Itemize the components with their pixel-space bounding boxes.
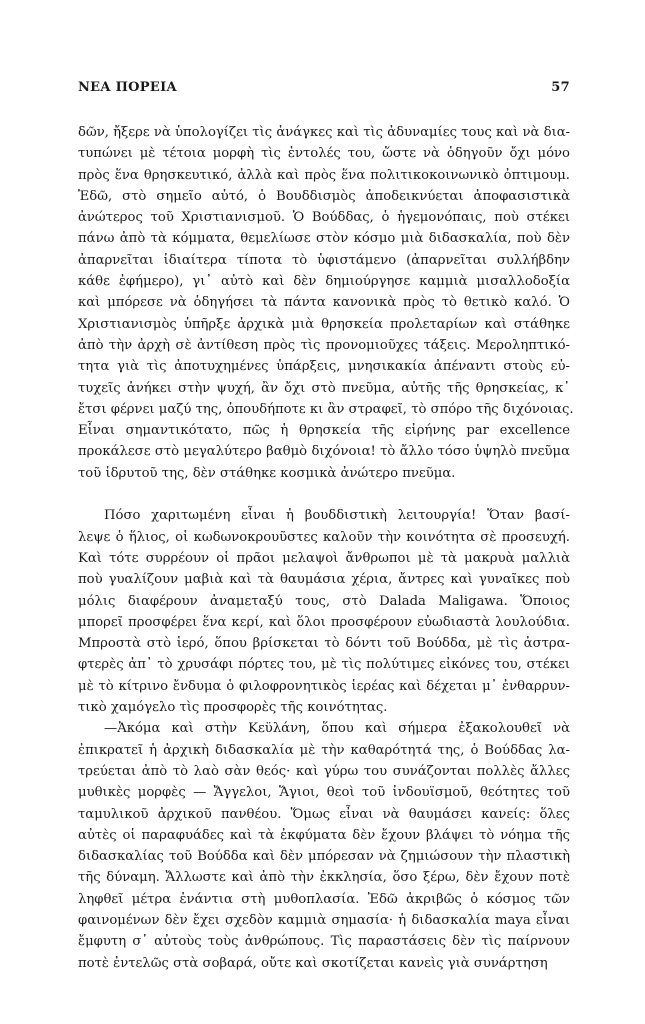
text-line: τρεύεται ἀπὸ τὸ λαὸ σὰν θεός· καὶ γύρω του συνάζονται πολλὲς ἄλλες [78,763,570,779]
page-header [78,80,570,100]
text-line: μὲ τὸ κίτρινο ἔνδυμα ὁ φιλοφρονητικὸς ἱερέας καὶ δέχεται μ᾽ ἐνθαρρυν- [78,678,570,694]
text-line: ληφθεῖ μέτρα ἐνάντια στὴ μυθοπλασία. Ἐδῶ ἀκριβῶς ὁ κόσμος τῶν [78,891,570,907]
text-line: ποτὲ ἐντελῶς στὰ σοβαρά, οὔτε καὶ σκοτίζεται κανεὶς γιὰ συνάρτηση [78,955,548,971]
text-line: ποὺ γυαλίζουν μαβιὰ καὶ τὰ θαυμάσια χέρια, ἄντρες καὶ γυναῖκες ποὺ [78,572,570,588]
page-number: 57 [551,80,570,95]
paragraph-3 [78,718,570,974]
text-line: μόλις διαφέρουν ἀναμεταξύ τους, στὸ Dalada Maligawa. Ὅποιος [78,593,570,609]
text-line: τοῦ ἱδρυτοῦ της, δὲν στάθηκε κοσμικὰ ἀνώτερο πνεῦμα. [78,465,456,481]
text-line: μπορεῖ προσφέρει ἕνα κερί, καὶ ὅλοι προσφέρουν εὐωδιαστὰ λουλούδια. [78,614,570,630]
text-line: ἀπὸ τὴν ἀρχὴ σὲ ἀντίθεση πρὸς τὶς προνομιοῦχες τάξεις. Μεροληπτικό- [78,337,570,353]
paragraph-1 [78,122,574,484]
text-line: κάθε ἐφήμερο), γι᾽ αὐτὸ καὶ δὲν δημιούργησε καμμιὰ μισαλλοδοξία [78,274,570,290]
text-line: Μπροστὰ στὸ ἱερό, ὅπου βρίσκεται τὸ δόντι τοῦ Βούδδα, μὲ τὶς ἀστρα- [78,636,570,652]
text-line: τητα γιὰ τὶς ἀποτυχημένες ὑπάρξεις, μνησικακία ἀπέναντι στοὺς εὐ- [78,359,570,375]
text-line: —Ἀκόμα καὶ στὴν Κεϋλάνη, ὅπου καὶ σήμερα ἐξακολουθεῖ νὰ [104,721,570,737]
text-line: Πόσο χαριτωμένη εἶναι ἡ βουδδιστικὴ λειτουργία! Ὅταν βασί- [104,508,570,524]
text-line: προκάλεσε στὸ μεγαλύτερο βαθμὸ διχόνοια! τὸ ἄλλο τόσο ὑψηλὸ πνεῦμα [78,444,570,460]
text-line: ἔτσι φέρνει μαζύ της, ὁπουδήποτε κι ἂν στραφεῖ, τὸ σπόρο τῆς διχόνοιας. [78,401,574,417]
text-line: ἀπαρνεῖται ἰδιαίτερα τίποτα τὸ ὑφιστάμενο (ἀπαρνεῖται συλλήβδην [78,252,570,268]
text-line: διδασκαλίας τοῦ Βούδδα καὶ δὲν μπόρεσαν νὰ ζημιώσουν τὴν πλαστικὴ [78,849,570,865]
text-line: πρὸς ἕνα θρησκευτικό, ἀλλὰ καὶ πρὸς ἕνα πολιτικοκοινωνικὸ ὀπτιμουμ. [78,167,570,183]
text-line: λεψε ὁ ἥλιος, οἱ κωδωνοκρουῦστες καλοῦν τὴν κοινότητα σὲ προσευχή. [78,529,570,545]
text-line: ἀνώτερος τοῦ Χριστιανισμοῦ. Ὁ Βούδδας, ὁ ἡγεμονόπαις, ποὺ στέκει [78,210,570,226]
paragraph-2 [78,505,570,718]
text-line: δῶν, ἤξερε νὰ ὑπολογίζει τὶς ἀνάγκες καὶ τὶς ἀδυναμίες τους καὶ νὰ δια- [78,125,571,140]
running-title: ΝΕΑ ΠΟΡΕΙΑ [78,80,177,95]
text-line: ταμυλικοῦ ἀρχικοῦ πανθέου. Ὅμως εἶναι νὰ θαυμάσει κανείς: ὅλες [78,806,570,822]
text-line: ἐπικρατεῖ ἡ ἀρχικὴ διδασκαλία μὲ τὴν καθαρότητά της, ὁ Βούδδας λα- [78,742,570,758]
text-line: Ἐδῶ, στὸ σημεῖο αὐτό, ὁ Βουδδισμὸς ἀποδεικνύεται ἀποφασιστικὰ [78,188,570,204]
text-line: τυπώνει μὲ τέτοια μορφὴ τὶς ἐντολές του, ὥστε νὰ ὁδηγοῦν ὄχι μόνο [78,146,570,162]
text-line: Εἶναι σημαντικότατο, πῶς ἡ θρησκεία τῆς εἰρήνης par excellence [78,423,570,439]
text-line: τυχεῖς ἀνήκει στὴν ψυχή, ἂν ὄχι στὸ πνεῦμα, αὐτῆς τῆς θρησκείας, κ᾽ [78,380,570,396]
text-line: τικὸ χαμόγελο τὶς προσφορὲς τῆς κοινότητας. [78,700,388,716]
text-line: Καὶ τότε συρρέουν οἱ πρᾶοι μελαψοὶ ἄνθρωποι μὲ τὰ μακρυὰ μαλλιὰ [78,550,570,566]
body-text [78,122,574,974]
text-line: καὶ μπόρεσε νὰ ὁδηγήσει τὰ πάντα κανονικὰ πρὸς τὸ θετικὸ καλό. Ὁ [78,295,570,311]
text-line: μυθικὲς μορφὲς — Ἄγγελοι, Ἅγιοι, θεοὶ τοῦ ἰνδουϊσμοῦ, θεότητες τοῦ [78,785,570,801]
paragraph-gap [78,484,570,505]
text-line: τῆς δύναμη. Ἄλλωστε καὶ ἀπὸ τὴν ἐκκλησία, ὅσο ξέρω, δὲν ἔχουν ποτὲ [78,870,570,886]
text-line: Χριστιανισμὸς ὑπῆρξε ἀρχικὰ μιὰ θρησκεία προλεταρίων καὶ στάθηκε [78,316,570,332]
text-line: αὐτὲς οἱ παραφυάδες καὶ τὰ ἐκφύματα δὲν ἔχουν βλάψει τὸ νόημα τῆς [78,827,570,843]
text-line: φτερὲς ἀπ᾽ τὸ χρυσάφι πόρτες του, μὲ τὶς πολύτιμες εἰκόνες του, στέκει [78,657,570,673]
text-line: φαινομένων δὲν ἔχει σχεδὸν καμμιὰ σημασία· ἡ διδασκαλία maya εἶναι [78,912,570,928]
text-line: πάνω ἀπὸ τὰ κόμματα, θεμελίωσε στὸν κόσμο μιὰ διδασκαλία, ποὺ δὲν [78,231,570,247]
text-line: ἔμφυτη σ᾽ αὐτοὺς τοὺς ἀνθρώπους. Τὶς παραστάσεις δὲν τὶς παίρνουν [78,934,570,950]
